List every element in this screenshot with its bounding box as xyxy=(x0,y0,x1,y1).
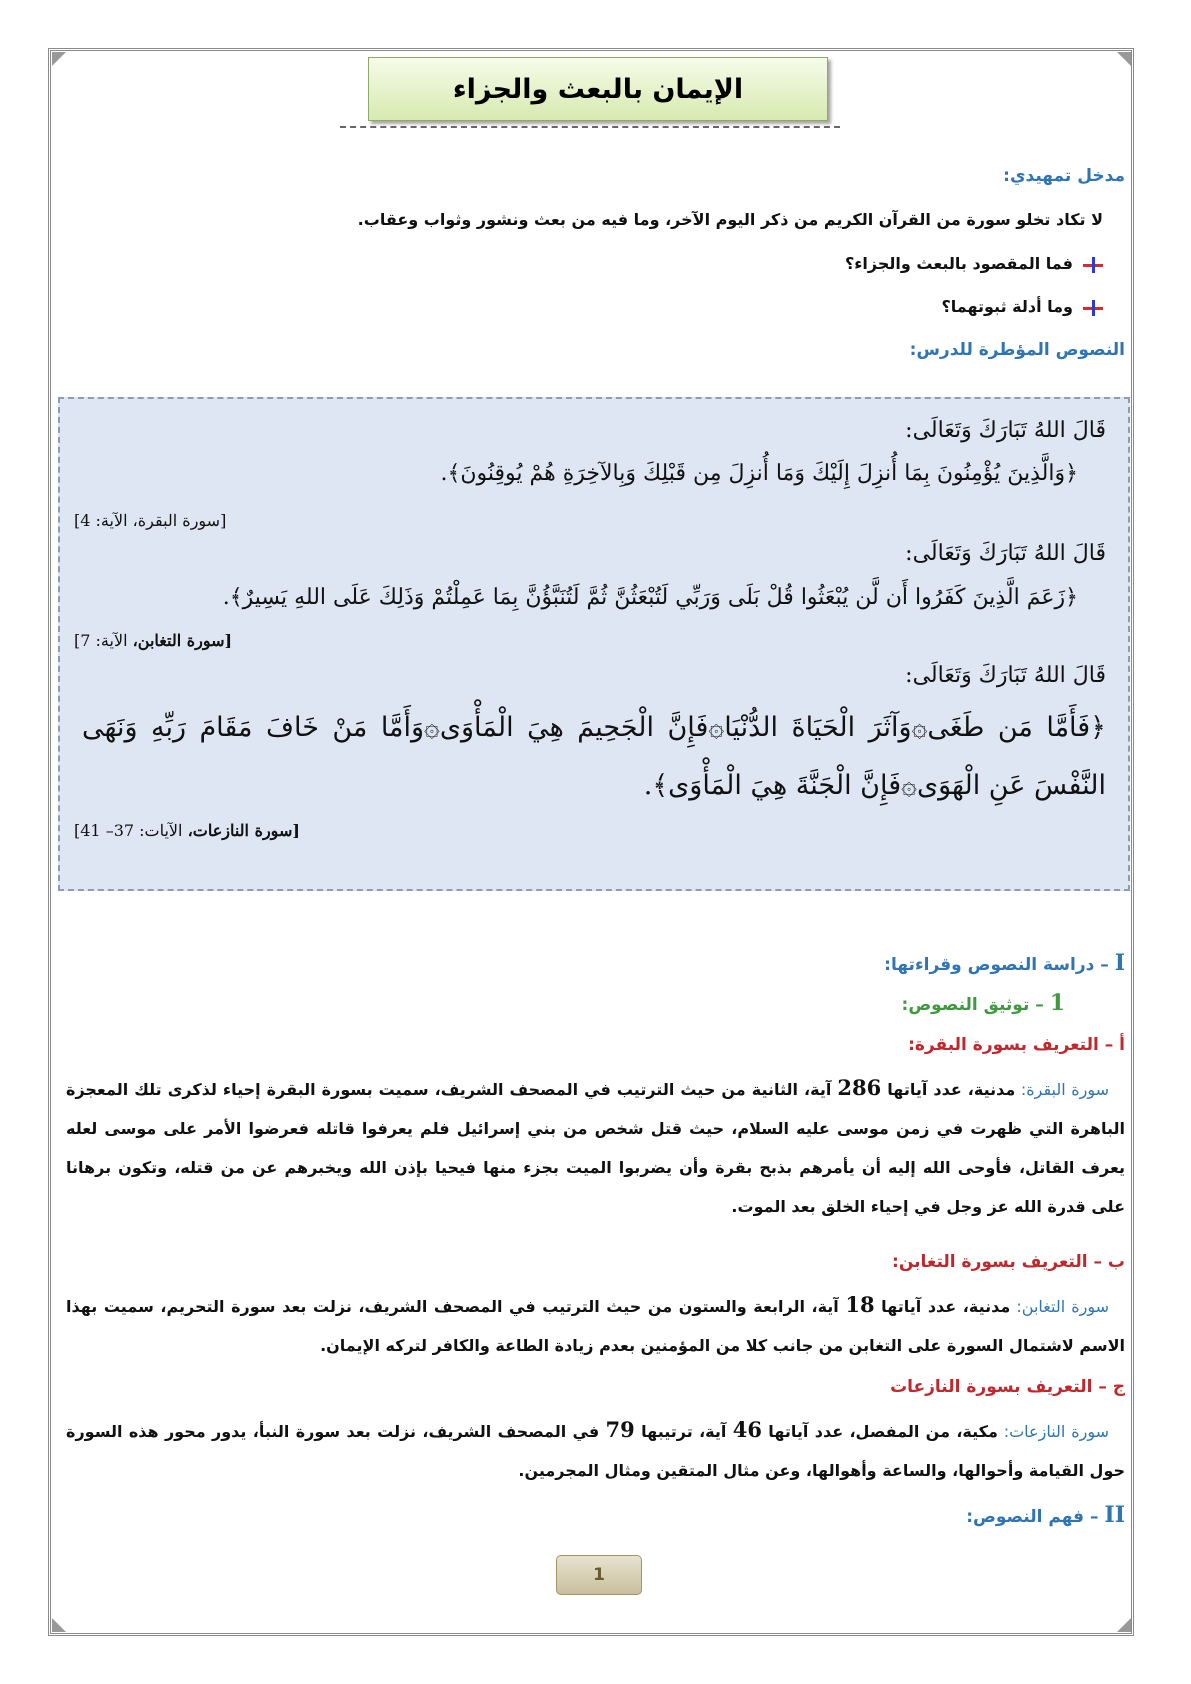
quran-verse: ﴿فَأَمَّا مَن طَغَى۞وَآثَرَ الْحَيَاةَ الدُّنْيَا۞فَإِنَّ الْجَحِيمَ هِيَ الْمَأْوَى۞وَأَمَّا مَنْ خَافَ مَقَامَ رَبِّهِ وَنَهَى النَّفْسَ عَنِ الْهَوَى۞فَإِنَّ الْجَنَّةَ هِيَ الْمَأْوَى﴾. xyxy=(82,712,1106,801)
quran-texts-box xyxy=(58,397,1130,891)
corner-ornament xyxy=(1117,1618,1131,1632)
taghabun-paragraph: سورة التغابن: مدنية، عدد آياتها 18 آية، الرابعة والستون من حيث الترتيب في المصحف الشريف، نزلت بعد سورة التحريم، سميت بهذا الاسم لاشتمال السورة على التغابن من جانب كلا من المؤمنين بعدم زيادة الطاعة والكافر لتركه الإيمان. xyxy=(66,1292,1125,1355)
naziat-paragraph: سورة النازعات: مكية، من المفصل، عدد آياتها 46 آية، ترتيبها 79 في المصحف الشريف، نزلت بعد سورة النبأ، يدور محور هذه السورة حول القيامة وأحوالها، والساعة وأهوالها، وعن مثال المتقين ومثال المجرمين. xyxy=(66,1417,1125,1480)
quran-intro: قَالَ اللهُ تَبَارَكَ وَتَعَالَى: xyxy=(905,541,1106,566)
intro-heading: مدخل تمهيدي: xyxy=(1003,166,1125,186)
quran-intro: قَالَ اللهُ تَبَارَكَ وَتَعَالَى: xyxy=(905,663,1106,688)
corner-ornament xyxy=(1117,52,1131,66)
intro-text: لا تكاد تخلو سورة من القرآن الكريم من ذكر اليوم الآخر، وما فيه من بعث ونشور وثواب وعقاب. xyxy=(357,210,1103,229)
baqara-heading: أ – التعريف بسورة البقرة: xyxy=(908,1035,1125,1055)
verse-reference: [سورة النازعات، الآيات: 37– 41] xyxy=(74,821,300,840)
taghabun-heading: ب – التعريف بسورة التغابن: xyxy=(892,1252,1125,1272)
quran-verse: ﴿زَعَمَ الَّذِينَ كَفَرُوا أَن لَّن يُبْعَثُوا قُلْ بَلَى وَرَبِّي لَتُبْعَثُنَّ ثُمَّ لَتُنَبَّؤُنَّ بِمَا عَمِلْتُمْ وَذَلِكَ عَلَى اللهِ يَسِيرٌ﴾. xyxy=(222,585,1078,610)
corner-ornament xyxy=(52,52,66,66)
page-title: الإيمان بالبعث والجزاء xyxy=(452,73,744,105)
verse-reference: [سورة البقرة، الآية: 4] xyxy=(74,511,227,530)
title-banner xyxy=(368,57,828,121)
section-heading: II – فهم النصوص: xyxy=(966,1502,1125,1528)
corner-ornament xyxy=(52,1618,66,1632)
baqara-paragraph: سورة البقرة: مدنية، عدد آياتها 286 آية، الثانية من حيث الترتيب في المصحف الشريف، سميت بسورة البقرة إحياء لذكرى تلك المعجزة الباهرة التي ظهرت في زمن موسى عليه السلام، حيث قتل شخص من بني إسرائيل فلم يعرفوا قاتله فعرضوا الأمر على موسى لعله يعرف القاتل، فأوحى الله إليه أن يأمرهم بذبح بقرة وأن يضربوا الميت بجزء منها فيحيا بإذن الله ويخبرهم عن من قتله، وتكون برهانا على قدرة الله عز وجل في إحياء الخلق بعد الموت. xyxy=(66,1075,1125,1216)
bullet-icon xyxy=(1083,257,1103,273)
section-heading: I – دراسة النصوص وقراءتها: xyxy=(884,950,1125,976)
intro-question: وما أدلة ثبوتهما؟ xyxy=(66,297,1103,316)
subsection-heading: 1 – توثيق النصوص: xyxy=(901,990,1065,1016)
quran-intro: قَالَ اللهُ تَبَارَكَ وَتَعَالَى: xyxy=(905,418,1106,443)
quran-verse: ﴿وَالَّذِينَ يُؤْمِنُونَ بِمَا أُنزِلَ إِلَيْكَ وَمَا أُنزِلَ مِن قَبْلِكَ وَبِالآخِرَةِ هُمْ يُوقِنُونَ﴾. xyxy=(440,461,1078,486)
verse-reference: [سورة التغابن، الآية: 7] xyxy=(74,631,233,650)
texts-heading: النصوص المؤطرة للدرس: xyxy=(909,340,1125,360)
naziat-heading: ج – التعريف بسورة النازعات xyxy=(890,1377,1125,1397)
title-divider xyxy=(340,126,840,128)
intro-question: فما المقصود بالبعث والجزاء؟ xyxy=(66,254,1103,273)
page-number: 1 xyxy=(556,1555,642,1595)
bullet-icon xyxy=(1083,300,1103,316)
